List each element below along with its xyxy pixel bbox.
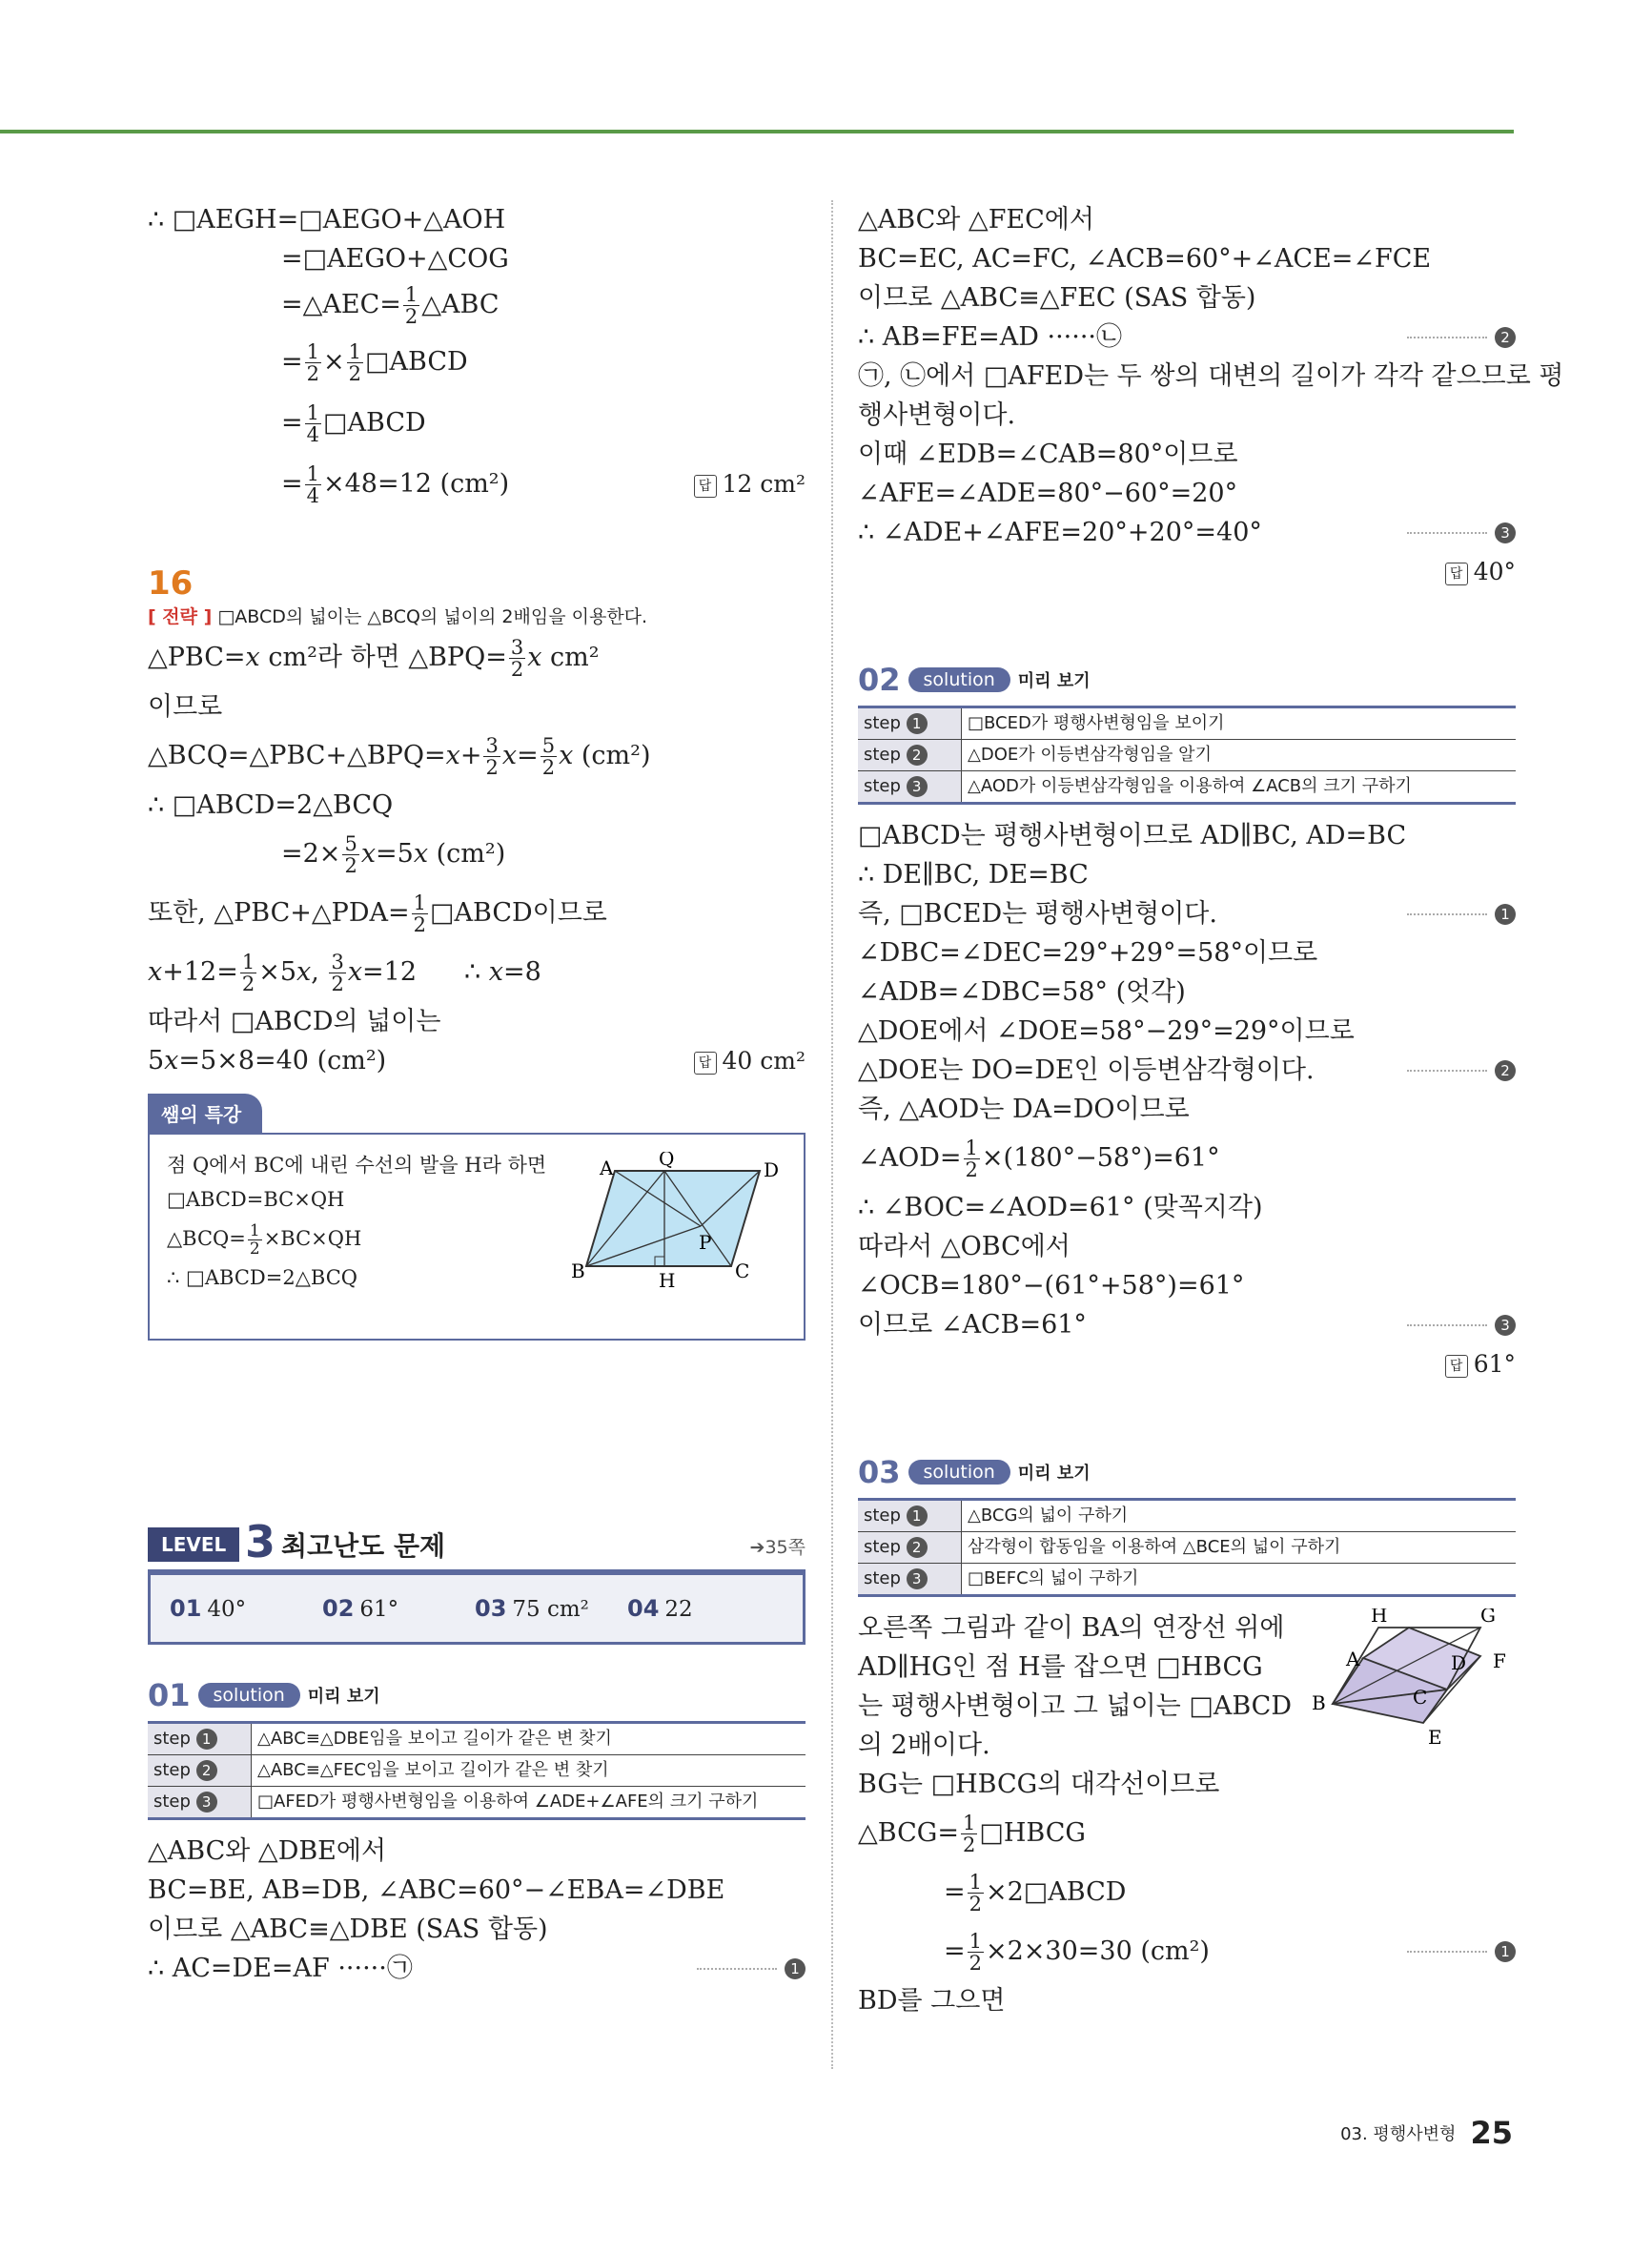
text-line: 따라서 □ABCD의 넓이는 [148, 1007, 441, 1036]
eq-line: △PBC=𝑥 cm²라 하면 △BPQ= $\frac{3}{2}$ 𝑥 cm² [148, 636, 600, 681]
prev-solution [148, 200, 806, 515]
step-row: step 1 △BCG의 넓이 구하기 [858, 1500, 1516, 1532]
eq-line: = $\frac{1}{4}$ □ABCD [281, 401, 426, 446]
eq-line: 이므로 ∠ACB=61° 3 [858, 1305, 1516, 1344]
solution-pill: solution [908, 1460, 1010, 1485]
level-tag: LEVEL [148, 1527, 239, 1562]
eq-line: ∴ AC=DE=AF ······㉠ 1 [148, 1949, 806, 1988]
level-number: 3 [245, 1516, 276, 1567]
eq-line: =2× $\frac{5}{2}$ 𝑥=5𝑥 (cm²) [281, 832, 506, 877]
steps-table [858, 1498, 1516, 1597]
text-line: 즉, △AOD는 DA=DO이므로 [858, 1095, 1190, 1124]
text-line: 따라서 △OBC에서 [858, 1232, 1071, 1261]
answer: 답 12 cm² [694, 454, 806, 515]
step-marker: 2 [1495, 1060, 1516, 1081]
tip-box [148, 1094, 806, 1341]
eq-line: = $\frac{1}{4}$ ×48=12 (cm²) 답 12 cm² [148, 454, 806, 515]
page-reference: ➔35쪽 [749, 1537, 806, 1558]
step-marker: 2 [1495, 327, 1516, 348]
solution-number: 02 [858, 662, 901, 698]
eq-line: ∠AOD= $\frac{1}{2}$ ×(180°−58°)=61° [858, 1137, 1220, 1181]
eq-line: ∴ ∠ADE+∠AFE=20°+20°=40° 3 [858, 513, 1516, 552]
label-P: P [699, 1231, 712, 1254]
step-row: step 1 △ABC≡△DBE임을 보이고 길이가 같은 변 찾기 [148, 1723, 806, 1755]
label-C: C [1413, 1686, 1428, 1709]
label-D: D [1451, 1651, 1467, 1674]
page-number: 25 [1470, 2115, 1513, 2151]
solution-pill: solution [908, 667, 1010, 692]
eq-line: △DOE에서 ∠DOE=58°−29°=29°이므로 [858, 1016, 1355, 1046]
eq-line: ∴ ∠BOC=∠AOD=61° (맞꼭지각) [858, 1193, 1263, 1222]
eq-line: ∠AFE=∠ADE=80°−60°=20° [858, 479, 1238, 508]
eq-line: △BCG= $\frac{1}{2}$ □HBCG [858, 1812, 1086, 1856]
text-line: 즉, □BCED는 평행사변형이다. 1 [858, 894, 1516, 933]
label-E: E [1428, 1726, 1442, 1749]
page-footer [1340, 2115, 1513, 2151]
chapter-name: 03. 평행사변형 [1340, 2124, 1457, 2144]
problem-16 [148, 564, 806, 1341]
eq-line: ∠OCB=180°−(61°+58°)=61° [858, 1271, 1245, 1301]
text-line: 행사변형이다. [858, 400, 1016, 430]
text-line: 는 평행사변형이고 그 넓이는 □ABCD [858, 1691, 1292, 1721]
text-line: AD∥HG인 점 H를 잡으면 □HBCG [858, 1652, 1263, 1682]
label-C: C [735, 1260, 750, 1282]
eq-line: ∴ □ABCD=2△BCQ [148, 790, 394, 820]
level-answer: 04 22 [627, 1595, 693, 1622]
solution-number: 03 [858, 1454, 901, 1490]
solution-02 [858, 662, 1516, 1383]
label-G: G [1480, 1608, 1496, 1627]
level-answer: 02 61° [322, 1595, 399, 1622]
level-answer: 03 75 cm² [475, 1595, 589, 1622]
problem-number: 16 [148, 564, 194, 603]
eq-line: 또한, △PBC+△PDA= $\frac{1}{2}$ □ABCD이므로 [148, 891, 607, 936]
text-line: 이므로 △ABC≡△FEC (SAS 합동) [858, 283, 1256, 313]
text-line: 이때 ∠EDB=∠CAB=80°이므로 [858, 440, 1238, 469]
level-answers [148, 1569, 806, 1645]
eq-line: = $\frac{1}{2}$ ×2×30=30 (cm²) 1 [858, 1922, 1516, 1981]
solution-pill: solution [198, 1683, 300, 1708]
solution-01 [148, 1677, 806, 1988]
text-line: 의 2배이다. [858, 1731, 990, 1760]
text-line: BG는 □HBCG의 대각선이므로 [858, 1770, 1220, 1799]
eq-line: ∴ DE∥BC, DE=BC [858, 860, 1089, 890]
eq-line: □ABCD는 평행사변형이므로 AD∥BC, AD=BC [858, 821, 1407, 850]
answer-icon: 답 [694, 475, 717, 498]
eq-line: ∴ □AEGH=□AEGO+△AOH [148, 205, 506, 235]
text-line: △ABC와 △DBE에서 [148, 1836, 387, 1866]
text-line: ㉠, ㉡에서 □AFED는 두 쌍의 대변의 길이가 각각 같으므로 평 [858, 361, 1564, 391]
parallelogram-figure [569, 1152, 779, 1295]
level-title: 최고난도 문제 [281, 1530, 446, 1562]
text-line: △ABC와 △FEC에서 [858, 205, 1094, 235]
tip-title: 쌤의 특강 [148, 1094, 262, 1133]
step-row: step 1 □BCED가 평행사변형임을 보이기 [858, 707, 1516, 740]
solution-03 [858, 1454, 1516, 2020]
step-row: step 3 △AOD가 이등변삼각형임을 이용하여 ∠ACB의 크기 구하기 [858, 771, 1516, 804]
text-line: △DOE는 DO=DE인 이등변삼각형이다. 2 [858, 1051, 1516, 1090]
eq-line: BC=EC, AC=FC, ∠ACB=60°+∠ACE=∠FCE [858, 244, 1432, 274]
label-A: A [1346, 1648, 1360, 1670]
step-marker: 1 [785, 1958, 806, 1979]
label-F: F [1493, 1649, 1506, 1672]
label-H: H [1371, 1608, 1388, 1627]
steps-table [858, 706, 1516, 805]
answer-icon: 답 [1445, 563, 1468, 585]
eq-line: ∠DBC=∠DEC=29°+29°=58°이므로 [858, 938, 1318, 968]
eq-line: ∴ AB=FE=AD ······㉡ 2 [858, 317, 1516, 357]
eq-line: 𝑥+12= $\frac{1}{2}$ ×5𝑥, $\frac{3}{2}$ 𝑥=12 ∴ 𝑥=8 [148, 951, 541, 995]
answer-line [858, 552, 1516, 591]
eq-line: △BCQ=△PBC+△BPQ=𝑥+ $\frac{3}{2}$ 𝑥= $\frac{5}{2}$ 𝑥 (cm²) [148, 734, 651, 779]
answer: 답 61° [1445, 1344, 1516, 1383]
label-A: A [600, 1157, 614, 1179]
solution-number: 01 [148, 1677, 191, 1713]
answer-icon: 답 [694, 1052, 717, 1075]
level-answer: 01 40° [170, 1595, 247, 1622]
steps-table [148, 1721, 806, 1820]
answer: 답 40 cm² [694, 1041, 806, 1080]
step-row: step 2 △ABC≡△FEC임을 보이고 길이가 같은 변 찾기 [148, 1755, 806, 1787]
preview-label: 미리 보기 [307, 1687, 380, 1707]
eq-line: =△AEC= $\frac{1}{2}$ △ABC [281, 283, 500, 328]
eq-line: =□AEGO+△COG [281, 244, 509, 274]
solution-01-continued [858, 200, 1564, 591]
step-marker: 1 [1495, 1941, 1516, 1962]
label-B: B [571, 1260, 585, 1282]
step-row: step 2 △DOE가 이등변삼각형임을 알기 [858, 740, 1516, 771]
level-3-section [148, 1516, 806, 1645]
step-row: step 3 □AFED가 평행사변형임을 이용하여 ∠ADE+∠AFE의 크기 구하기 [148, 1787, 806, 1819]
left-column [148, 200, 806, 1988]
column-divider [831, 200, 833, 2069]
right-column [858, 200, 1564, 2020]
eq-line: = $\frac{1}{2}$ ×2□ABCD [944, 1871, 1127, 1915]
text-line: BD를 그으면 [858, 1986, 1006, 2016]
tip-text: 점 Q에서 BC에 내린 수선의 발을 H라 하면 □ABCD=BC×QH △BCQ= $\frac{1}{2}$ ×BC×QH ∴ □ABCD=2△BCQ [167, 1154, 547, 1289]
eq-line: BC=BE, AB=DB, ∠ABC=60°−∠EBA=∠DBE [148, 1875, 725, 1905]
header-rule [0, 130, 1514, 133]
label-H: H [659, 1269, 676, 1292]
step-marker: 1 [1495, 904, 1516, 925]
text-line: 오른쪽 그림과 같이 BA의 연장선 위에 [858, 1613, 1285, 1643]
answer-icon: 답 [1445, 1355, 1468, 1378]
answer-line [858, 1344, 1516, 1383]
eq-line: = $\frac{1}{2}$ × $\frac{1}{2}$ □ABCD [281, 340, 468, 385]
step-row: step 3 □BEFC의 넓이 구하기 [858, 1564, 1516, 1596]
step-row: step 2 삼각형이 합동임을 이용하여 △BCE의 넓이 구하기 [858, 1532, 1516, 1564]
text-line: 이므로 [148, 692, 223, 722]
label-Q: Q [659, 1152, 675, 1170]
eq-line: 5𝑥=5×8=40 (cm²) 답 40 cm² [148, 1041, 806, 1080]
label-B: B [1312, 1691, 1326, 1714]
step-marker: 3 [1495, 522, 1516, 543]
eq-line: ∠ADB=∠DBC=58° (엇각) [858, 977, 1186, 1007]
step-marker: 3 [1495, 1315, 1516, 1336]
text-line: 이므로 △ABC≡△DBE (SAS 합동) [148, 1915, 548, 1944]
answer: 답 40° [1445, 552, 1516, 591]
preview-label: 미리 보기 [1017, 1464, 1091, 1484]
strategy: [ 전략 ] □ABCD의 넓이는 △BCQ의 넓이의 2배임을 이용한다. [148, 606, 648, 627]
label-D: D [764, 1158, 779, 1181]
preview-label: 미리 보기 [1017, 671, 1091, 691]
